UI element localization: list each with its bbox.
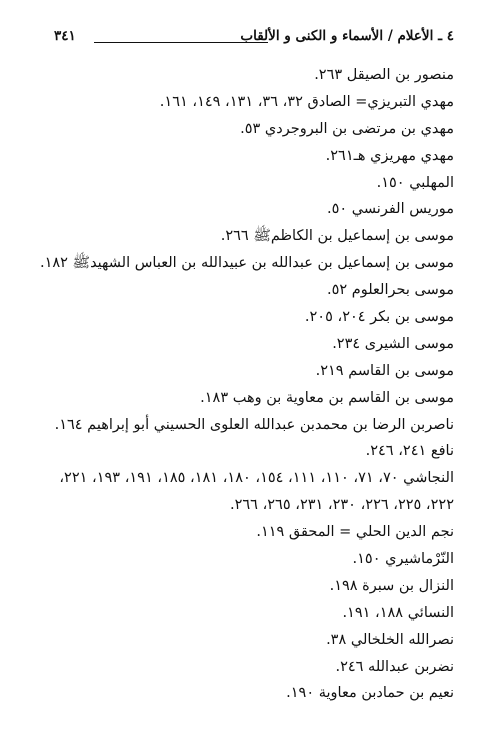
index-entry: المهلبي ١٥٠. [376, 174, 454, 191]
index-entry: نصرالله الخلخالي ٣٨. [326, 631, 454, 648]
page-number: ٣٤١ [54, 28, 76, 44]
index-entry: موسى بن إسماعيل بن عبدالله بن عبيدالله بن العباس الشهيدﷺ ١٨٢. [39, 255, 454, 272]
index-entry: نجم الدين الحلي = المحقق ١١٩. [256, 524, 454, 541]
index-entry: ناصربن الرضا بن محمدبن عبدالله العلوى الحسيني أبو إبراهيم ١٦٤. [54, 416, 454, 433]
index-entry: موسى بحرالعلوم ٥٢. [326, 282, 454, 299]
index-entry: منصور بن الصيقل ٢٦٣. [314, 67, 454, 83]
header-rule [94, 42, 268, 43]
index-entry: مهدي مهريزي هـ٢٦١. [325, 147, 454, 164]
index-entry: نعيم بن حمادبن معاوية ١٩٠. [286, 685, 454, 702]
index-entry: موسى بن القاسم ٢١٩. [315, 362, 454, 379]
index-entry: موسى بن القاسم بن معاوية بن وهب ١٨٣. [200, 389, 454, 406]
index-entry: نافع ٢٤١، ٢٤٦. [365, 443, 454, 460]
index-entry: موريس الفرنسي ٥٠. [326, 201, 454, 218]
index-entry-list [34, 62, 454, 707]
index-entry: مهدي التبريزي= الصادق ٣٢، ٣٦، ١٣١، ١٤٩، ١٦١. [159, 93, 454, 110]
index-entry: النسائي ١٨٨، ١٩١. [342, 604, 454, 621]
index-entry: نضربن عبدالله ٢٤٦. [335, 658, 454, 675]
index-entry: موسى بن إسماعيل بن الكاظمﷺ ٢٦٦. [220, 228, 454, 245]
index-entry: موسى بن بكر ٢٠٤، ٢٠٥. [304, 309, 454, 326]
running-header-title: ٤ ـ الأعلام / الأسماء و الكنى و الألقاب [240, 28, 454, 44]
index-entry: موسى الشيرى ٢٣٤. [332, 335, 454, 352]
index-entry: النّرْماشيري ١٥٠. [352, 551, 454, 568]
index-entry: النجاشي ٧٠، ٧١، ١١٠، ١١١، ١٥٤، ١٨٠، ١٨١، ١٨٥، ١٩١، ١٩٣، ٢٢١، [59, 470, 454, 487]
index-entry-continuation: ٢٢٢، ٢٢٥، ٢٢٦، ٢٣٠، ٢٣١، ٢٦٥، ٢٦٦. [229, 497, 454, 514]
index-entry: مهدي بن مرتضى بن البروجردي ٥٣. [240, 120, 454, 137]
page-header [54, 28, 454, 50]
index-entry: النزال بن سبرة ١٩٨. [329, 577, 454, 594]
